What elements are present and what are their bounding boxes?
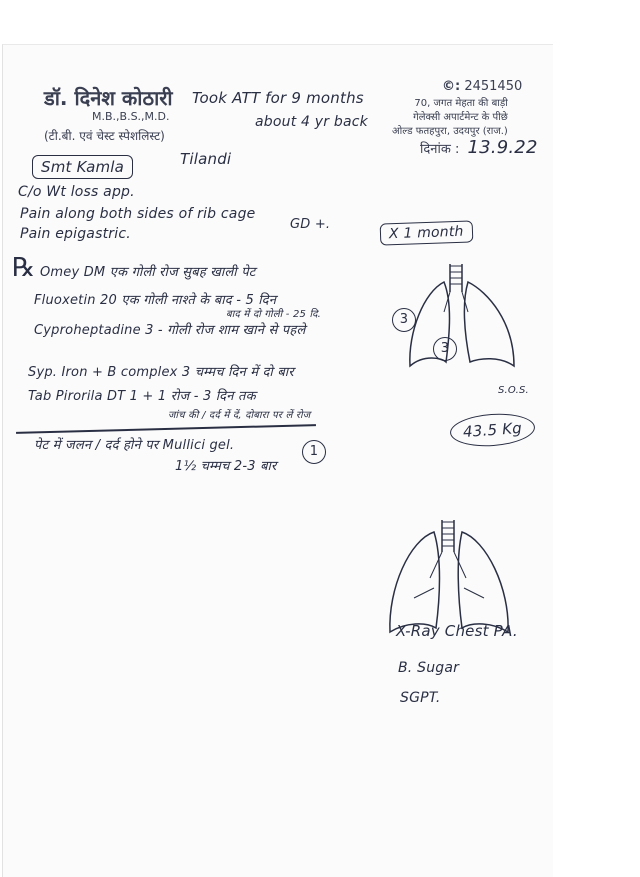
phone (442, 79, 522, 94)
investigation-item: X-Ray Chest PA. (396, 622, 518, 640)
address-line: 70, जगत मेहता की बाड़ी (414, 98, 508, 109)
date-field (420, 137, 538, 158)
complaint: Pain along both sides of rib cage (20, 206, 256, 222)
doctor-degree: M.B.,B.S.,M.D. (92, 110, 170, 123)
rx-line: Syp. Iron + B complex 3 चम्मच दिन में दो बार (28, 365, 294, 380)
history-line: Took ATT for 9 months (192, 89, 364, 107)
complaint: Pain epigastric. (20, 226, 131, 242)
complaint: C/o Wt loss app. (18, 184, 135, 200)
patient-surname: Tilandi (180, 150, 232, 168)
complaint-note: GD +. (290, 217, 331, 232)
doctor-specialization: (टी.बी. एवं चेस्ट स्पेशलिस्ट) (44, 129, 165, 143)
dose-circle: 3 (433, 337, 457, 361)
phone-icon: ©: (442, 79, 461, 94)
date-label: दिनांक : (420, 142, 460, 157)
duration-box: X 1 month (380, 220, 473, 245)
history-line: about 4 yr back (255, 114, 368, 130)
investigation-item: SGPT. (400, 690, 441, 706)
date-value: 13.9.22 (467, 137, 538, 158)
rx-line: Omey DM एक गोली रोज सुबह खाली पेट (40, 265, 256, 280)
phone-number: 2451450 (464, 79, 523, 94)
rx-line: Tab Pirorila DT 1 + 1 रोज - 3 दिन तक (28, 389, 256, 404)
rx-line-extra: बाद में दो गोली - 25 दि. (226, 309, 321, 320)
address (392, 97, 508, 139)
rx-line: 1½ चम्मच 2-3 बार (175, 459, 277, 474)
patient-name: Smt Kamla (32, 155, 133, 179)
dose-circle: 3 (392, 308, 416, 332)
rx-symbol: ℞ (12, 253, 36, 283)
address-line: गेलेक्सी अपार्टमेन्ट के पीछे (413, 112, 508, 123)
dose-circle: 1 (302, 440, 326, 464)
rx-line: Cyproheptadine 3 - गोली रोज शाम खाने से पहले (34, 323, 306, 338)
weight-badge: 43.5 Kg (449, 411, 536, 449)
rx-line: पेट में जलन / दर्द होने पर Mullici gel. (34, 438, 235, 453)
rx-line-extra: S.O.S. (498, 385, 529, 396)
address-line: ओल्ड फतहपुरा, उदयपुर (राज.) (392, 126, 508, 137)
doctor-name: डॉ. दिनेश कोठारी (44, 86, 173, 110)
rx-line: Fluoxetin 20 एक गोली नाश्ते के बाद - 5 दिन (34, 293, 277, 308)
lung-diagram-icon (404, 262, 520, 374)
investigation-item: B. Sugar (398, 660, 460, 676)
rx-line-extra: जांच की / दर्द में दें, दोबारा पर लें रोज (168, 410, 311, 421)
